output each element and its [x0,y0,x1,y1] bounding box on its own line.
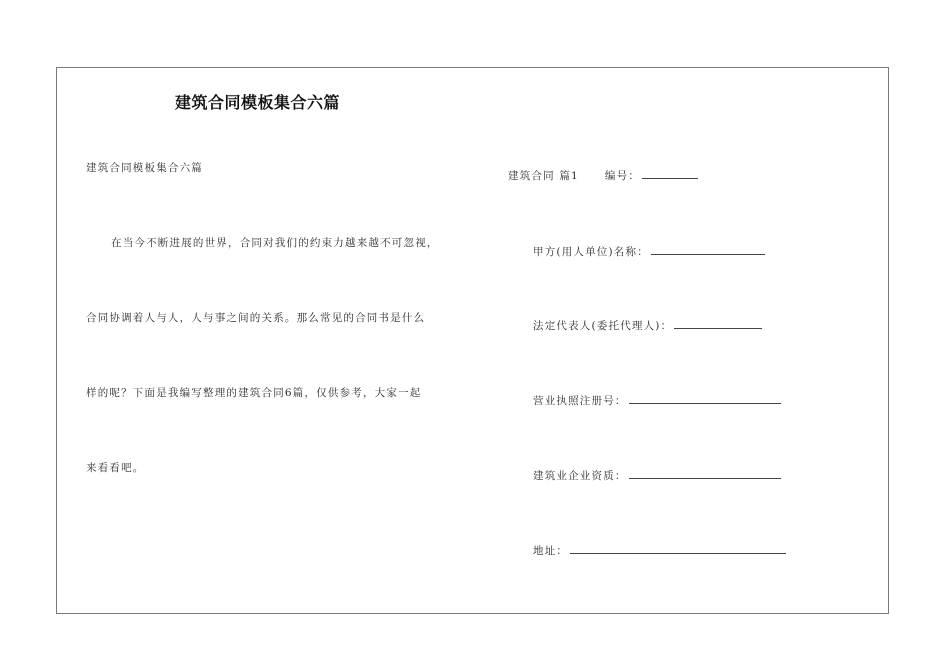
address-label: 地址： [533,545,569,557]
legal-representative-field [533,318,762,333]
party-a-name-field [533,244,765,259]
enterprise-qualification-field [533,468,781,483]
paragraph-line-1: 在当今不断进展的世界，合同对我们的约束力越来越不可忽视， [111,237,439,249]
party-a-name-blank [651,244,765,255]
paragraph-line-3: 样的呢？下面是我编写整理的建筑合同6篇，仅供参考，大家一起 [86,387,422,399]
serial-number-label: 编号： [604,170,641,182]
paragraph-line-4: 来看看吧。 [86,462,145,474]
business-license-blank [629,393,781,404]
serial-number-blank [642,168,698,179]
business-license-label: 营业执照注册号： [533,395,627,407]
contract-heading-row [508,168,698,183]
legal-representative-blank [674,318,762,329]
enterprise-qualification-blank [629,468,781,479]
paragraph-line-2: 合同协调着人与人，人与事之间的关系。那么常见的合同书是什么 [86,312,426,324]
enterprise-qualification-label: 建筑业企业资质： [533,470,627,482]
address-field [533,543,786,558]
document-subtitle: 建筑合同模板集合六篇 [86,162,203,174]
address-blank [570,543,786,554]
party-a-name-label: 甲方(用人单位)名称： [533,246,649,258]
document-title: 建筑合同模板集合六篇 [175,93,341,112]
page-frame [56,67,889,614]
contract-heading: 建筑合同 篇1 [508,170,579,182]
legal-representative-label: 法定代表人(委托代理人)： [533,320,673,332]
business-license-field [533,393,781,408]
